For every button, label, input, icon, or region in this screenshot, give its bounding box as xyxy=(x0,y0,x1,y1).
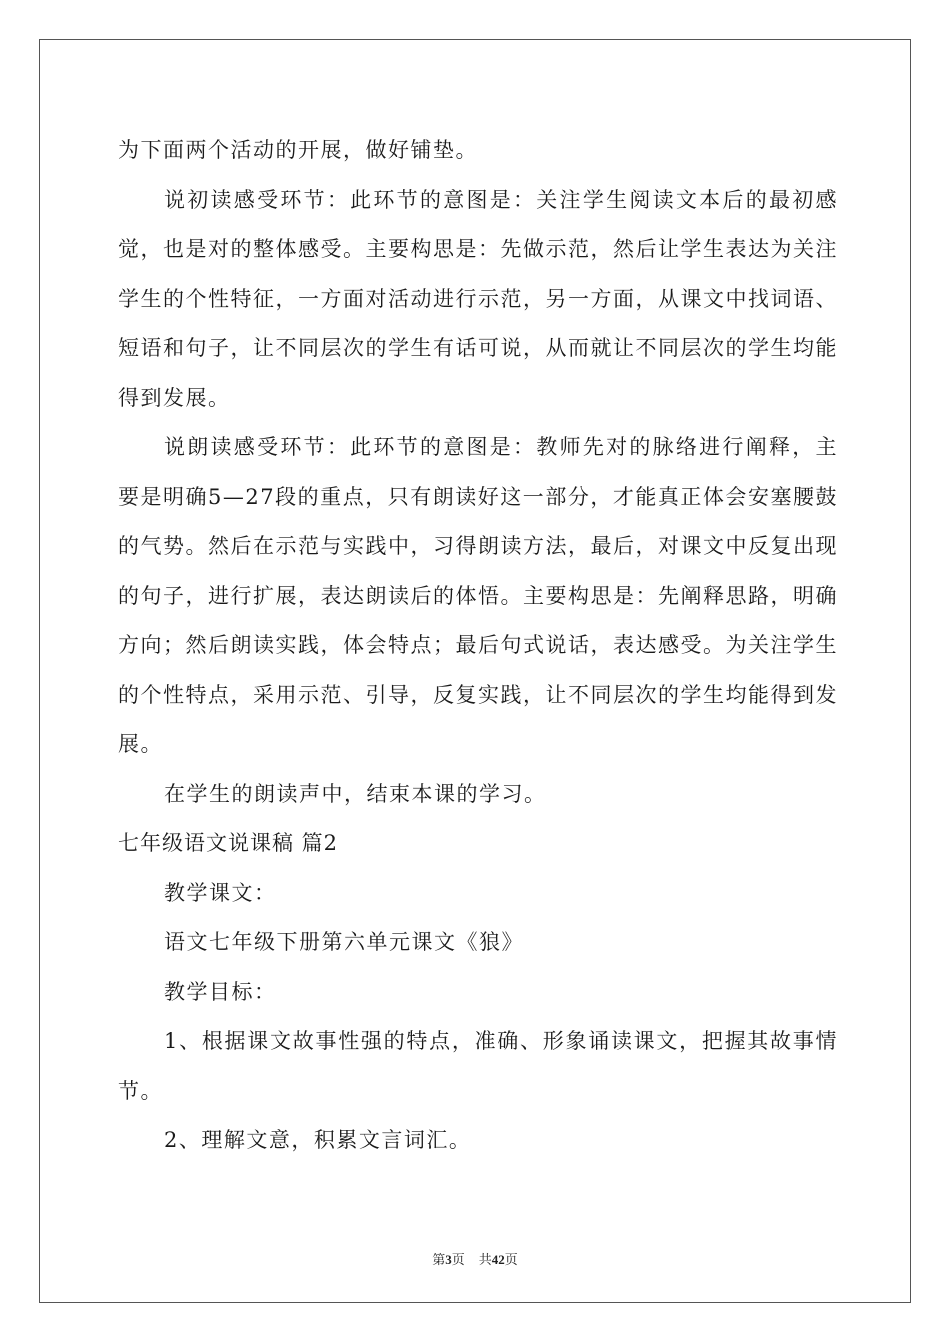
paragraph: 在学生的朗读声中，结束本课的学习。 xyxy=(164,781,547,806)
page-label-prefix: 第 xyxy=(432,1252,446,1267)
paragraph: 2、理解文意，积累文言词汇。 xyxy=(164,1128,472,1152)
total-label-prefix: 共 xyxy=(478,1252,492,1267)
paragraph: 说初读感受环节：此环节的意图是：关注学生阅读文本后的最初感觉，也是对的整体感受。主要构思是：先做示范，然后让学生表达为关注学生的个性特征，一方面对活动进行示范，另一方面，从课文中找词语、短语和句子，让不同层次的学生有话可说，从而就让不同层次的学生均能得到发展。 xyxy=(118,187,838,410)
paragraph: 说朗读感受环节：此环节的意图是：教师先对的脉络进行阐释，主要是明确5—27段的重点，只有朗读好这一部分，才能真正体会安塞腰鼓的气势。然后在示范与实践中，习得朗读方法，最后，对课文中反复出现的句子，进行扩展，表达朗读后的体悟。主要构思是：先阐释思路，明确方向；然后朗读实践，体会特点；最后句式说话，表达感受。为关注学生的个性特点，采用示范、引导，反复实践，让不同层次的学生均能得到发展。 xyxy=(118,435,838,756)
paragraph: 语文七年级下册第六单元课文《狼》 xyxy=(164,930,524,954)
paragraph: 教学目标： xyxy=(164,979,277,1004)
page-label-suffix: 页 xyxy=(451,1252,465,1267)
total-pages: 42 xyxy=(491,1252,505,1267)
paragraph: 为下面两个活动的开展，做好铺垫。 xyxy=(118,138,478,162)
page-number: 3 xyxy=(445,1252,452,1267)
paragraph: 1、根据课文故事性强的特点，准确、形象诵读课文，把握其故事情节。 xyxy=(118,1029,838,1103)
total-label-suffix: 页 xyxy=(504,1252,518,1267)
section-heading: 七年级语文说课稿 篇2 xyxy=(118,831,339,855)
page-footer xyxy=(0,1249,950,1268)
document-body xyxy=(118,126,838,1166)
paragraph: 教学课文： xyxy=(164,880,277,905)
